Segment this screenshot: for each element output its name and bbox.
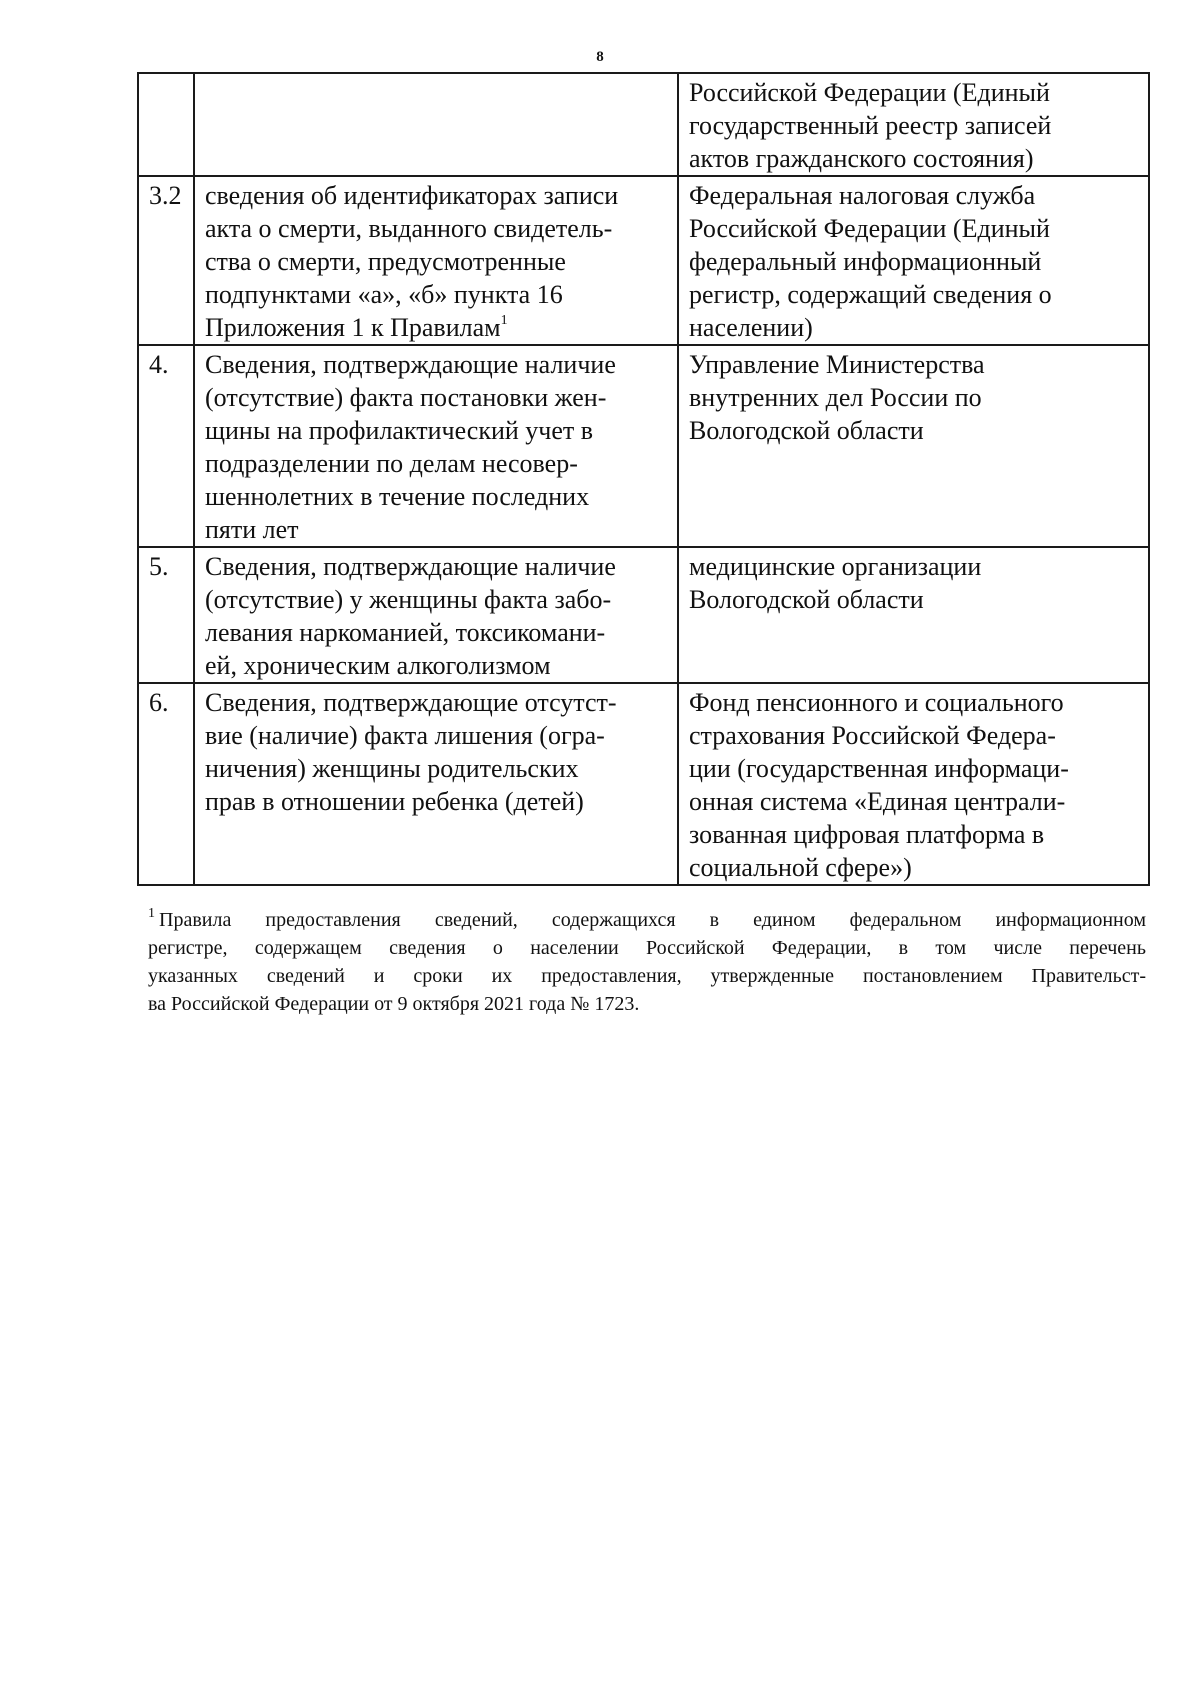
row-number: 4. (149, 350, 169, 379)
info-line: ничения) женщины родительских (205, 754, 579, 783)
source-line: регистр, содержащий сведения о (689, 280, 1052, 309)
footnote-number: 1 (148, 906, 155, 921)
row-number-cell (138, 683, 194, 885)
footnote-line: ва Российской Федерации от 9 октября 2021 года № 1723. (148, 993, 640, 1015)
info-line: подпунктами «а», «б» пункта 16 (205, 280, 563, 309)
table-row (138, 683, 1149, 885)
info-line: (отсутствие) у женщины факта забо- (205, 585, 612, 614)
page-number: 8 (596, 49, 604, 65)
source-line: внутренних дел России по (689, 383, 982, 412)
row-number-cell (138, 547, 194, 683)
info-cell (194, 176, 678, 345)
info-line: Приложения 1 к Правилам (205, 313, 501, 342)
footnote-reference[interactable]: 1 (500, 313, 508, 328)
info-cell (194, 73, 678, 176)
row-number-cell (138, 345, 194, 547)
source-line: федеральный информационный (689, 247, 1042, 276)
info-line: ства о смерти, предусмотренные (205, 247, 566, 276)
footnote-line: регистре, содержащем сведения о населении Российской Федерации, в том числе перечень (148, 937, 1146, 959)
source-cell (678, 345, 1149, 547)
table-row (138, 73, 1149, 176)
info-line: сведения об идентификаторах записи (205, 181, 619, 210)
source-line: населении) (689, 313, 813, 342)
source-line: Российской Федерации (Единый (689, 214, 1050, 243)
footnote-line (148, 906, 1146, 934)
info-line: вие (наличие) факта лишения (огра- (205, 721, 605, 750)
row-number-cell (138, 73, 194, 176)
info-line-with-footnote (205, 311, 669, 344)
source-line: Управление Министерства (689, 350, 985, 379)
source-line: ции (государственная информаци- (689, 754, 1069, 783)
source-line: онная система «Единая централи- (689, 787, 1066, 816)
info-line: (отсутствие) факта постановки жен- (205, 383, 607, 412)
table-row (138, 345, 1149, 547)
footnote-line: указанных сведений и сроки их предоставления, утвержденные постановлением Правительст- (148, 965, 1146, 987)
source-line: социальной сфере») (689, 853, 912, 882)
source-line: государственный реестр записей (689, 111, 1052, 140)
source-line: страхования Российской Федера- (689, 721, 1056, 750)
source-cell (678, 683, 1149, 885)
info-line: Сведения, подтверждающие наличие (205, 552, 616, 581)
info-line: Сведения, подтверждающие наличие (205, 350, 616, 379)
table-row (138, 176, 1149, 345)
table-row (138, 547, 1149, 683)
source-cell (678, 547, 1149, 683)
info-cell (194, 683, 678, 885)
source-line: медицинские организации (689, 552, 982, 581)
source-cell (678, 73, 1149, 176)
row-number: 6. (149, 688, 169, 717)
data-sources-table (137, 72, 1150, 886)
info-line: ей, хроническим алкоголизмом (205, 651, 551, 680)
source-cell (678, 176, 1149, 345)
info-line: Сведения, подтверждающие отсутст- (205, 688, 617, 717)
info-line: пяти лет (205, 515, 299, 544)
info-line: шеннолетних в течение последних (205, 482, 590, 511)
info-cell (194, 345, 678, 547)
source-line: Вологодской области (689, 416, 924, 445)
info-line: щины на профилактический учет в (205, 416, 594, 445)
source-line: зованная цифровая платформа в (689, 820, 1045, 849)
source-line: актов гражданского состояния) (689, 144, 1034, 173)
source-line: Федеральная налоговая служба (689, 181, 1036, 210)
row-number: 3.2 (149, 181, 182, 210)
info-line: левания наркоманией, токсикомани- (205, 618, 606, 647)
footnote-text: Правила предоставления сведений, содержащихся в едином федеральном информационном (159, 909, 1146, 931)
info-line: акта о смерти, выданного свидетель- (205, 214, 613, 243)
footnote (148, 906, 1146, 1018)
row-number-cell (138, 176, 194, 345)
source-line: Вологодской области (689, 585, 924, 614)
source-line: Российской Федерации (Единый (689, 78, 1050, 107)
row-number: 5. (149, 552, 169, 581)
info-cell (194, 547, 678, 683)
source-line: Фонд пенсионного и социального (689, 688, 1064, 717)
info-line: подразделении по делам несовер- (205, 449, 578, 478)
info-line: прав в отношении ребенка (детей) (205, 787, 584, 816)
